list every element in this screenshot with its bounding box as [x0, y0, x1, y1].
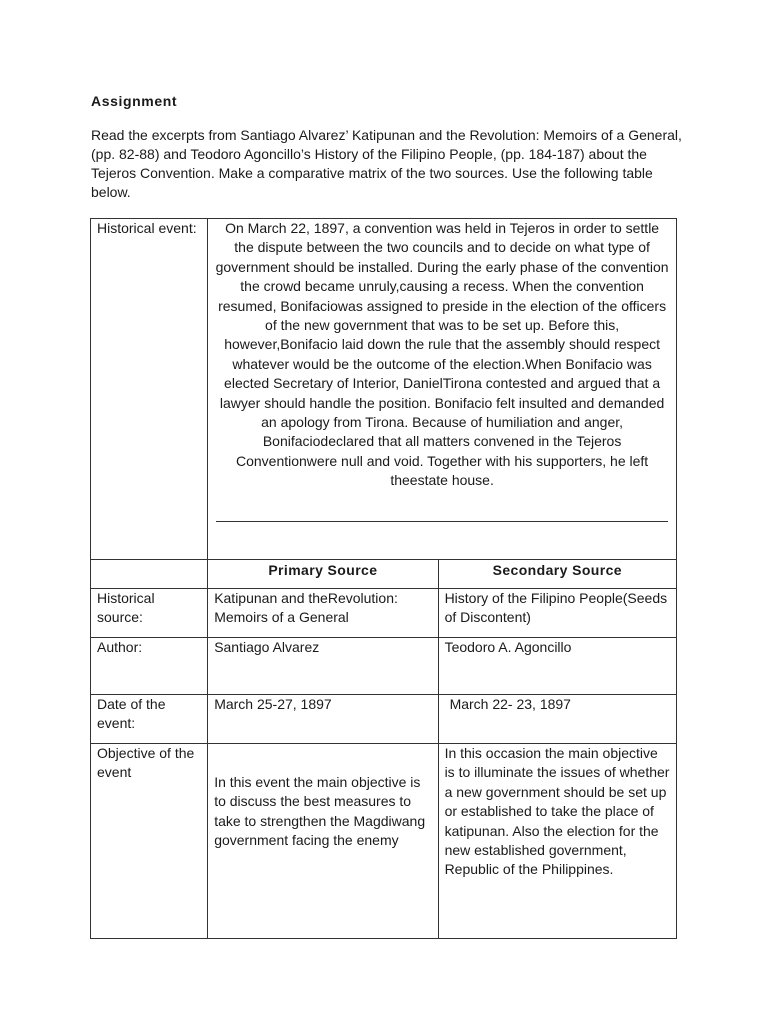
table-row: [91, 638, 677, 695]
table-row: [91, 695, 677, 744]
primary-source-header: Primary Source: [208, 560, 438, 589]
primary-event-date: March 25-27, 1897: [208, 695, 438, 744]
empty-header-cell: [91, 560, 208, 589]
author-label: Author:: [91, 638, 208, 695]
secondary-event-date: March 22- 23, 1897: [438, 695, 676, 744]
secondary-author: Teodoro A. Agoncillo: [438, 638, 676, 695]
primary-historical-source: Katipunan and theRevolution: Memoirs of a General: [208, 589, 438, 638]
historical-event-row: [91, 219, 677, 560]
table-row: [91, 589, 677, 638]
objective-label: Objective of the event: [91, 744, 208, 939]
secondary-historical-source: History of the Filipino People(Seeds of Discontent): [438, 589, 676, 638]
table-row: [91, 744, 677, 939]
secondary-objective: In this occasion the main objective is to illuminate the issues of whether a new government should be set up or established to take the place of katipunan. Also the election for the new established government, Republic of the Philippines.: [438, 744, 676, 939]
primary-author: Santiago Alvarez: [208, 638, 438, 695]
historical-event-label: Historical event:: [91, 219, 208, 560]
assignment-instructions: Read the excerpts from Santiago Alvarez’ Katipunan and the Revolution: Memoirs of a General, (pp. 82-88) and Teodoro Agoncillo’s History of the Filipino People, (pp. 184-187) about the Tejeros Convention. Make a comparative matrix of the two sources. Use the following table below.: [91, 127, 682, 200]
primary-objective: In this event the main objective is to discuss the best measures to take to strengthen the Magdiwang government facing the enemy: [208, 744, 438, 939]
historical-event-cell: [208, 219, 677, 560]
historical-source-label: Historical source:: [91, 589, 208, 638]
comparative-matrix-table: [90, 218, 677, 939]
source-header-row: [91, 560, 677, 589]
historical-event-text: On March 22, 1897, a convention was held in Tejeros in order to settle the dispute between the two councils and to decide on what type of government should be installed. During the early phase of the convention the crowd became unruly,causing a recess. When the convention resumed, Bonifaciowas assigned to preside in the election of the officers of the new government that was to be set up. Before this, however,Bonifacio laid down the rule that the assembly should respect whatever would be the outcome of the election.When Bonifacio was elected Secretary of Interior, DanielTirona contested and argued that a lawyer should handle the position. Bonifacio felt insulted and demanded an apology from Tirona. Because of humiliation and anger, Bonifaciodeclared that all matters convened in the Tejeros Conventionwere null and void. Together with his supporters, he left theestate house.: [215, 220, 669, 489]
assignment-heading: Assignment: [91, 93, 178, 109]
answer-underline: [216, 521, 668, 522]
secondary-source-header: Secondary Source: [438, 560, 676, 589]
date-of-event-label: Date of the event:: [91, 695, 208, 744]
